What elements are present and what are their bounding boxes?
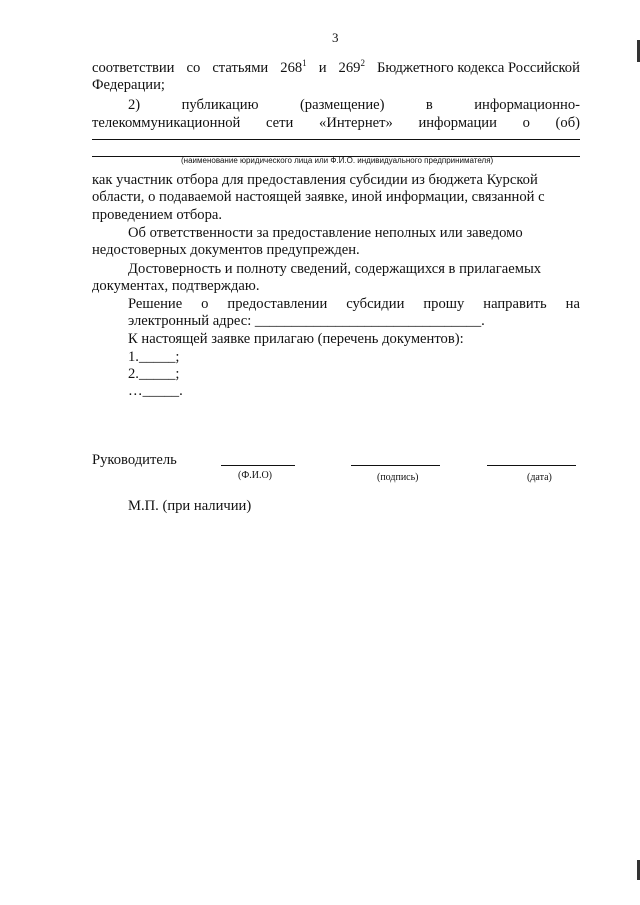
stamp-note: М.П. (при наличии) — [128, 498, 252, 514]
para1-line2: Федерации; — [92, 77, 165, 93]
para2-word: 2) — [128, 97, 141, 113]
name-caption: (наименование юридического лица или Ф.И.О. индивидуального предпринимателя) — [181, 156, 494, 165]
sign-line — [351, 465, 440, 466]
para1-word: статьями — [212, 60, 269, 76]
para1-word: и — [318, 60, 327, 76]
para1-word: соответствии — [92, 60, 175, 76]
para6-word: прошу — [423, 296, 465, 312]
para5-line2: документах, подтверждаю. — [92, 278, 260, 294]
para6-word: предоставлении — [227, 296, 328, 312]
para4-line1: Об ответственности за предоставление неполных или заведомо — [128, 225, 523, 241]
list-item: 1._____; — [128, 349, 180, 365]
para2-word: информационно- — [474, 97, 580, 113]
article-268: $268^1$ — [280, 58, 307, 76]
para6-word: Решение — [128, 296, 183, 312]
para6-line1 — [128, 296, 580, 313]
list-item: 2._____; — [128, 366, 180, 382]
email-line: электронный адрес: _______________________________. — [128, 313, 485, 329]
list-item: …_____. — [128, 383, 183, 399]
fill-line-1 — [92, 139, 580, 140]
fio-line — [221, 465, 295, 466]
page-number: 3 — [332, 30, 339, 45]
para2-word: в — [425, 97, 433, 113]
date-line — [487, 465, 576, 466]
para1-line1 — [92, 60, 580, 77]
article-269: $269^2$ — [338, 58, 365, 76]
para2-word: сети — [266, 115, 294, 131]
para2-word: (размещение) — [299, 97, 385, 113]
para6-word: на — [565, 296, 580, 312]
para3-line1: как участник отбора для предоставления субсидии из бюджета Курской — [92, 172, 538, 188]
para1-rest: Бюджетного кодекса Российской — [376, 60, 580, 76]
para2-word: телекоммуникационной — [92, 115, 241, 131]
para2-line2 — [92, 115, 580, 132]
fio-caption: (Ф.И.О) — [238, 470, 273, 481]
sign-caption: (подпись) — [377, 472, 419, 483]
para2-word: информации — [418, 115, 497, 131]
para6-word: направить — [483, 296, 547, 312]
para4-line2: недостоверных документов предупрежден. — [92, 242, 360, 258]
para2-word: (об) — [555, 115, 580, 131]
attachments-intro: К настоящей заявке прилагаю (перечень документов): — [128, 331, 464, 347]
para2-line1 — [128, 97, 580, 114]
para2-word: о — [522, 115, 530, 131]
para1-word: со — [186, 60, 201, 76]
signature-role: Руководитель — [92, 452, 177, 468]
para2-word: «Интернет» — [319, 115, 393, 131]
para5-line1: Достоверность и полноту сведений, содержащихся в прилагаемых — [128, 261, 542, 277]
para3-line2: области, о подаваемой настоящей заявке, иной информации, связанной с — [92, 189, 545, 205]
para2-word: публикацию — [181, 97, 259, 113]
para6-word: о — [201, 296, 209, 312]
date-caption: (дата) — [527, 472, 552, 483]
para3-line3: проведением отбора. — [92, 207, 223, 223]
para6-word: субсидии — [346, 296, 405, 312]
